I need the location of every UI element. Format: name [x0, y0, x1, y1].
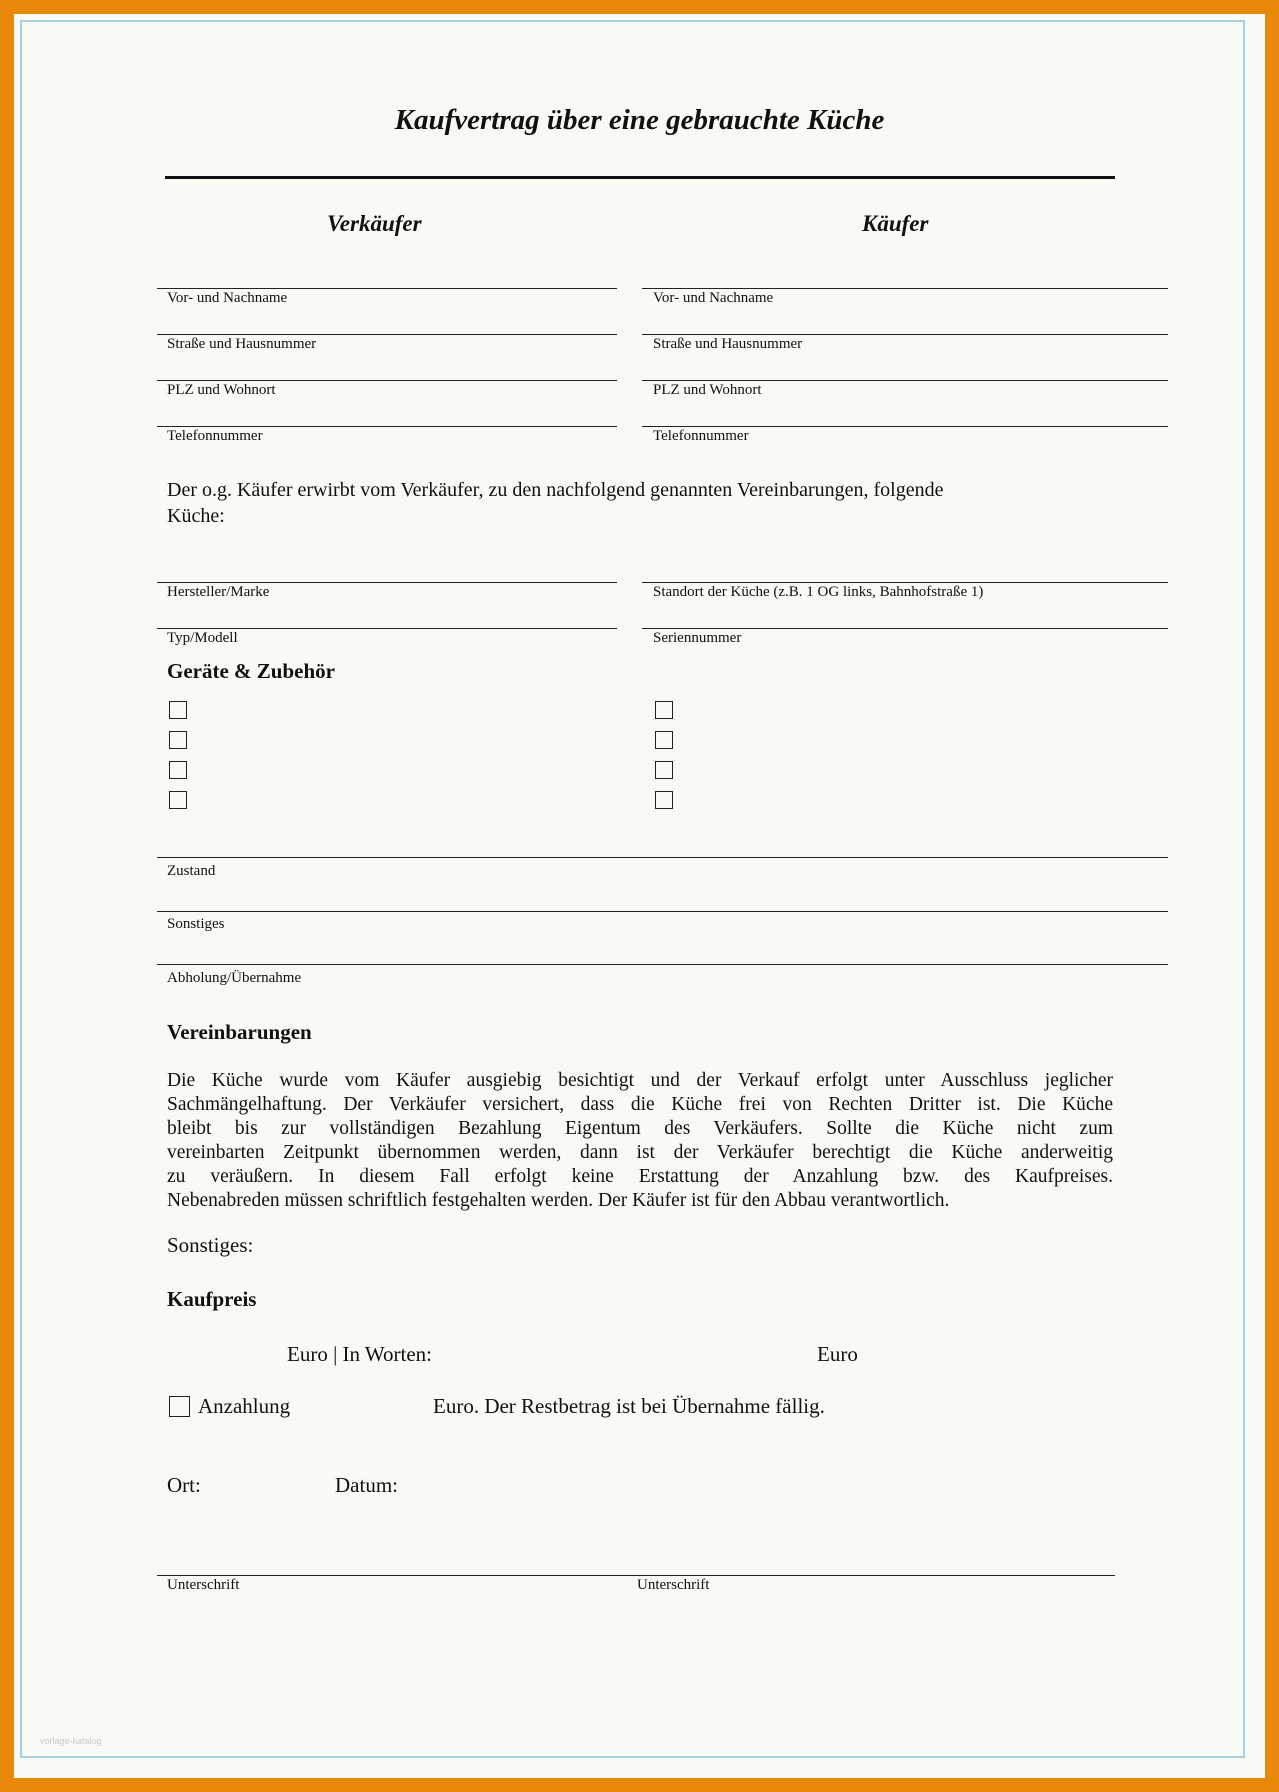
- agreements-line: Sachmängelhaftung. Der Verkäufer versichert, dass die Küche frei von Rechten Dritter ist. Die Küche: [167, 1094, 1113, 1115]
- buyer-phone-line[interactable]: [642, 426, 1168, 427]
- buyer-name-label: Vor- und Nachname: [653, 290, 774, 306]
- document-title: Kaufvertrag über eine gebrauchte Küche: [394, 104, 885, 136]
- deposit-checkbox[interactable]: [169, 1396, 190, 1417]
- model-label: Typ/Modell: [167, 630, 238, 646]
- agreements-heading: Vereinbarungen: [167, 1020, 312, 1044]
- watermark-text: vorlage-katalog: [40, 1736, 102, 1746]
- seller-street-label: Straße und Hausnummer: [167, 336, 317, 352]
- seller-phone-label: Telefonnummer: [167, 428, 263, 444]
- buyer-street-line[interactable]: [642, 334, 1168, 335]
- deposit-note: Euro. Der Restbetrag ist bei Übernahme fällig.: [433, 1394, 825, 1418]
- serial-line[interactable]: [642, 628, 1168, 629]
- title-rule: [165, 176, 1115, 179]
- seller-heading: Verkäufer: [327, 211, 422, 236]
- place-label: Ort:: [167, 1473, 201, 1497]
- seller-city-line[interactable]: [157, 380, 617, 381]
- seller-name-line[interactable]: [157, 288, 617, 289]
- other-label: Sonstiges: [167, 916, 225, 932]
- euro-in-words-label: Euro | In Worten:: [287, 1342, 433, 1366]
- signature-line[interactable]: [157, 1575, 1115, 1576]
- seller-signature-label: Unterschrift: [167, 1577, 240, 1593]
- model-line[interactable]: [157, 628, 617, 629]
- appliance-checkbox-right-2[interactable]: [655, 731, 673, 749]
- buyer-phone-label: Telefonnummer: [653, 428, 749, 444]
- appliance-checkbox-left-1[interactable]: [169, 701, 187, 719]
- other-line[interactable]: [157, 911, 1168, 912]
- agreements-line: zu veräußern. In diesem Fall erfolgt keine Erstattung der Anzahlung bzw. des Kaufpreises.: [167, 1166, 1113, 1187]
- agreements-line: bleibt bis zur vollständigen Bezahlung Eigentum des Verkäufers. Sollte die Küche nicht zum: [167, 1118, 1113, 1139]
- intro-line-1: Der o.g. Käufer erwirbt vom Verkäufer, zu den nachfolgend genannten Vereinbarungen, folgende: [167, 479, 944, 501]
- serial-label: Seriennummer: [653, 630, 742, 646]
- seller-name-label: Vor- und Nachname: [167, 290, 288, 306]
- buyer-heading: Käufer: [862, 211, 929, 236]
- appliance-checkbox-right-4[interactable]: [655, 791, 673, 809]
- appliance-checkbox-right-1[interactable]: [655, 701, 673, 719]
- intro-line-2: Küche:: [167, 505, 225, 527]
- condition-label: Zustand: [167, 863, 216, 879]
- date-label: Datum:: [335, 1473, 398, 1497]
- appliance-checkbox-right-3[interactable]: [655, 761, 673, 779]
- appliance-checkbox-left-3[interactable]: [169, 761, 187, 779]
- manufacturer-label: Hersteller/Marke: [167, 584, 270, 600]
- seller-street-line[interactable]: [157, 334, 617, 335]
- appliance-checkbox-left-4[interactable]: [169, 791, 187, 809]
- deposit-label: Anzahlung: [198, 1394, 291, 1418]
- buyer-city-label: PLZ und Wohnort: [653, 382, 762, 398]
- pickup-line[interactable]: [157, 964, 1168, 965]
- buyer-city-line[interactable]: [642, 380, 1168, 381]
- euro-label: Euro: [817, 1342, 858, 1366]
- pickup-label: Abholung/Übernahme: [167, 970, 302, 986]
- inner-border: [20, 20, 1245, 1758]
- other-notes-label: Sonstiges:: [167, 1233, 254, 1257]
- buyer-signature-label: Unterschrift: [637, 1577, 710, 1593]
- price-heading: Kaufpreis: [167, 1287, 257, 1311]
- seller-phone-line[interactable]: [157, 426, 617, 427]
- agreements-line: vereinbarten Zeitpunkt übernommen werden, dann ist der Verkäufer berechtigt die Küche anderweitig: [167, 1142, 1113, 1163]
- buyer-street-label: Straße und Hausnummer: [653, 336, 803, 352]
- agreements-line: Die Küche wurde vom Käufer ausgiebig besichtigt und der Verkauf erfolgt unter Ausschluss jeglicher: [167, 1070, 1113, 1091]
- location-line[interactable]: [642, 582, 1168, 583]
- manufacturer-line[interactable]: [157, 582, 617, 583]
- seller-city-label: PLZ und Wohnort: [167, 382, 276, 398]
- condition-line[interactable]: [157, 857, 1168, 858]
- agreements-line: Nebenabreden müssen schriftlich festgehalten werden. Der Käufer ist für den Abbau verantwortlich.: [167, 1190, 950, 1211]
- agreements-paragraph: [167, 1069, 1113, 1213]
- buyer-name-line[interactable]: [642, 288, 1168, 289]
- location-label: Standort der Küche (z.B. 1 OG links, Bahnhofstraße 1): [653, 584, 984, 600]
- appliances-heading: Geräte & Zubehör: [167, 659, 335, 683]
- appliance-checkbox-left-2[interactable]: [169, 731, 187, 749]
